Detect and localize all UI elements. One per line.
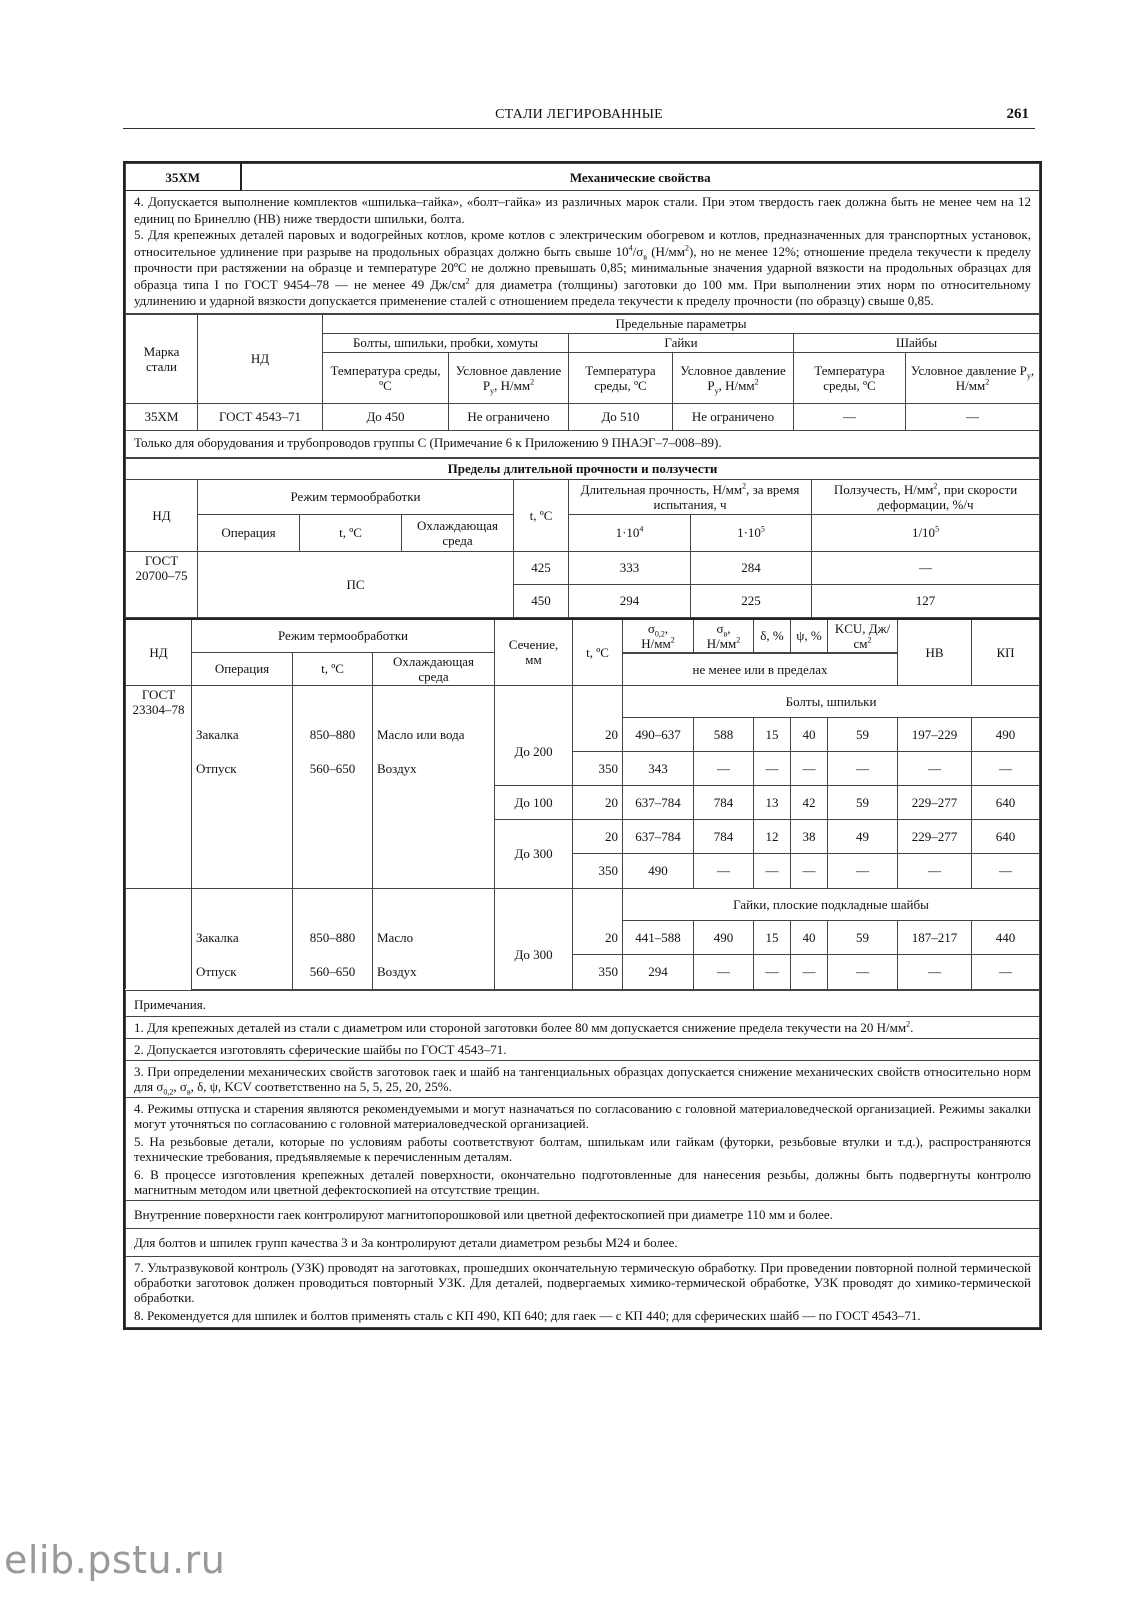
note-6: 6. В процессе изготовления крепежных деталей поверхности, окончательно подготовленные для нанесения резьбы, должны быть подвергнуты контролю магнитным методом или цветной дефектоскопией на отсутствие трещин. bbox=[126, 1167, 1040, 1201]
mech-cell: — bbox=[754, 854, 791, 889]
creep-cell: 450 bbox=[514, 584, 569, 617]
creep-cell: 425 bbox=[514, 551, 569, 584]
mech-cell: 640 bbox=[972, 820, 1040, 854]
mech-cell: 15 bbox=[754, 718, 791, 752]
creep-h-op: Операция bbox=[198, 514, 300, 551]
limits-note: Только для оборудования и трубопроводов группы С (Примечание 6 к Приложению 9 ПНАЭГ–7–008–89). bbox=[126, 430, 1040, 457]
limits-cell: До 450 bbox=[323, 403, 449, 430]
mech-h-delta: δ, % bbox=[754, 619, 791, 653]
op-cell: Закалка bbox=[192, 718, 293, 752]
para-4: 4. Допускается выполнение комплектов «шпилька–гайка», «болт–гайка» из различных марок стали. При этом твердость гаек должна быть не менее чем на 12 единиц по Бринеллю (НВ) ниже твердости шпильки, болта. bbox=[134, 194, 1031, 226]
creep-cell: 284 bbox=[691, 551, 812, 584]
grade-cell: 35ХМ bbox=[126, 164, 241, 191]
note-5: 5. На резьбовые детали, которые по условиям работы соответствуют болтам, шпилькам или гайкам (футорки, резьбовые втулки и т.д.), распространяются технические требования, предъявляемые к перечисленным деталям. bbox=[126, 1134, 1040, 1167]
group-bolts: Болты, шпильки bbox=[623, 685, 1040, 718]
mech-cell: 59 bbox=[828, 718, 898, 752]
mech-cell: 350 bbox=[573, 752, 623, 786]
mech-h-kp: КП bbox=[972, 619, 1040, 686]
creep-ps: ПС bbox=[198, 551, 514, 617]
h-nd: НД bbox=[198, 314, 323, 403]
creep-table bbox=[125, 458, 1040, 618]
mech-cell: 490 bbox=[623, 854, 694, 889]
op-cell: 850–880 bbox=[293, 921, 373, 955]
mech-h-psi: ψ, % bbox=[791, 619, 828, 653]
mech-cell: 490 bbox=[694, 921, 754, 955]
mech-cell: 784 bbox=[694, 786, 754, 820]
h-params: Предельные параметры bbox=[323, 314, 1040, 333]
mech-cell: — bbox=[898, 752, 972, 786]
creep-h-tc: t, ºС bbox=[514, 479, 569, 551]
mech-cell: 490–637 bbox=[623, 718, 694, 752]
h-press: Условное давление $Р_у$, $Н/мм^2$ bbox=[673, 352, 794, 403]
top-table bbox=[125, 163, 1040, 314]
mech-cell: — bbox=[898, 955, 972, 990]
op-cell: 560–650 bbox=[293, 955, 373, 990]
mech-cell: — bbox=[791, 752, 828, 786]
creep-cell: — bbox=[812, 551, 1040, 584]
mech-h-op: Операция bbox=[192, 652, 293, 685]
mech-cell: 637–784 bbox=[623, 786, 694, 820]
op-cell: Закалка bbox=[192, 921, 293, 955]
mech-cell: 59 bbox=[828, 786, 898, 820]
mech-h-cool: Охлаждающая среда bbox=[373, 652, 495, 685]
mech-cell: 20 bbox=[573, 786, 623, 820]
top-paragraphs bbox=[126, 191, 1040, 314]
h-press: Условное давление $Р_у$, $Н/мм^2$ bbox=[449, 352, 569, 403]
section-title: Механические свойства bbox=[241, 164, 1040, 191]
h-temp: Температура среды, ºС bbox=[323, 352, 449, 403]
note-8: 8. Рекомендуется для шпилек и болтов применять сталь с КП 490, КП 640; для гаек — с КП 440; для сферических шайб — по ГОСТ 4543–71. bbox=[126, 1308, 1040, 1328]
creep-cell: 333 bbox=[569, 551, 691, 584]
op-cell: Отпуск bbox=[192, 752, 293, 786]
h-bolts: Болты, шпильки, пробки, хомуты bbox=[323, 333, 569, 352]
mech-h-mode: Режим термообработки bbox=[192, 619, 495, 653]
mech-h-nd: НД bbox=[126, 619, 192, 686]
creep-cell: 127 bbox=[812, 584, 1040, 617]
op-cell: Воздух bbox=[373, 752, 495, 786]
op-cell: Масло bbox=[373, 921, 495, 955]
mech-cell: 12 bbox=[754, 820, 791, 854]
h-washers: Шайбы bbox=[794, 333, 1040, 352]
mech-h-sv: $\sigma_в$, $Н/мм^2$ bbox=[694, 619, 754, 653]
mech-h-tc: t, ºС bbox=[573, 619, 623, 686]
mech-cell: 42 bbox=[791, 786, 828, 820]
mech-cell: 20 bbox=[573, 718, 623, 752]
note-6b: Внутренние поверхности гаек контролируют магнитопорошковой или цветной дефектоскопией при диаметре 110 мм и более. bbox=[126, 1200, 1040, 1228]
mech-cell: 15 bbox=[754, 921, 791, 955]
limits-cell: Не ограничено bbox=[673, 403, 794, 430]
mech-cell: — bbox=[694, 752, 754, 786]
mech-cell: 440 bbox=[972, 921, 1040, 955]
creep-cell: 294 bbox=[569, 584, 691, 617]
mech-cell: — bbox=[791, 955, 828, 990]
op-cell: Отпуск bbox=[192, 955, 293, 990]
sec-cell: До 100 bbox=[495, 786, 573, 820]
mech-cell: 187–217 bbox=[898, 921, 972, 955]
mech-cell: 490 bbox=[972, 718, 1040, 752]
mech-cell: 59 bbox=[828, 921, 898, 955]
mech-cell: 49 bbox=[828, 820, 898, 854]
mech-cell: — bbox=[828, 955, 898, 990]
creep-nd: ГОСТ 20700–75 bbox=[126, 551, 198, 617]
mech-cell: 294 bbox=[623, 955, 694, 990]
op-cell: 560–650 bbox=[293, 752, 373, 786]
notes-table bbox=[125, 990, 1040, 1328]
mech-cell: 637–784 bbox=[623, 820, 694, 854]
sec-cell: До 300 bbox=[495, 820, 573, 889]
h-grade: Марка стали bbox=[126, 314, 198, 403]
creep-h-t: t, ºС bbox=[300, 514, 402, 551]
mech-cell: 20 bbox=[573, 820, 623, 854]
mech-cell: 229–277 bbox=[898, 786, 972, 820]
mech-cell: — bbox=[828, 752, 898, 786]
note-3: 3. При определении механических свойств заготовок гаек и шайб на тангенциальных образцах допускается снижение механических свойств относительно норм для $\sigma_{0,2}$, $\sigma_в$, δ, ψ, KCV соответственно на 5, 5, 25, 20, 25%. bbox=[126, 1060, 1040, 1097]
header-title: СТАЛИ ЛЕГИРОВАННЫЕ bbox=[495, 107, 663, 122]
limits-cell: — bbox=[906, 403, 1040, 430]
mech-table bbox=[125, 618, 1040, 990]
note-2: 2. Допускается изготовлять сферические шайбы по ГОСТ 4543–71. bbox=[126, 1038, 1040, 1060]
mech-h-t: t, ºС bbox=[293, 652, 373, 685]
mech-cell: — bbox=[754, 752, 791, 786]
limits-cell: ГОСТ 4543–71 bbox=[198, 403, 323, 430]
mech-cell: — bbox=[972, 854, 1040, 889]
mech-cell: 343 bbox=[623, 752, 694, 786]
notes-title: Примечания. bbox=[126, 990, 1040, 1016]
creep-h-nd: НД bbox=[126, 479, 198, 551]
mech-cell: 197–229 bbox=[898, 718, 972, 752]
creep-cell: 225 bbox=[691, 584, 812, 617]
mech-h-s02: $\sigma_{0,2}$, $Н/мм^2$ bbox=[623, 619, 694, 653]
mech-cell: 40 bbox=[791, 921, 828, 955]
mech-cell: 350 bbox=[573, 854, 623, 889]
limits-table bbox=[125, 314, 1040, 458]
creep-h-cool: Охлаждающая среда bbox=[402, 514, 514, 551]
creep-h-strength: Длительная прочность, $Н/мм^2$, за время испытания, ч bbox=[569, 479, 812, 514]
mech-cell: — bbox=[754, 955, 791, 990]
limits-cell: Не ограничено bbox=[449, 403, 569, 430]
mech-nd: ГОСТ 23304–78 bbox=[126, 685, 192, 888]
creep-h-mode: Режим термообработки bbox=[198, 479, 514, 514]
note-6c: Для болтов и шпилек групп качества 3 и 3а контролируют детали диаметром резьбы М24 и более. bbox=[126, 1228, 1040, 1256]
mech-cell: 441–588 bbox=[623, 921, 694, 955]
mech-cell: 40 bbox=[791, 718, 828, 752]
limits-cell: До 510 bbox=[569, 403, 673, 430]
mech-cell: — bbox=[828, 854, 898, 889]
limits-cell: 35ХМ bbox=[126, 403, 198, 430]
running-header bbox=[123, 106, 1035, 129]
mech-cell: 38 bbox=[791, 820, 828, 854]
mech-h-hb: НВ bbox=[898, 619, 972, 686]
limits-cell: — bbox=[794, 403, 906, 430]
note-7: 7. Ультразвуковой контроль (УЗК) проводят на заготовках, прошедших окончательную термическую обработку. При проведении повторной полной термической обработки заготовок должен проводиться повторный УЗК. Для деталей, подвергаемых химико-термической обработке, УЗК проводят до химико-термической обработки. bbox=[126, 1256, 1040, 1308]
group-nuts: Гайки, плоские подкладные шайбы bbox=[623, 888, 1040, 921]
page-number: 261 bbox=[1006, 106, 1029, 122]
op-cell: Воздух bbox=[373, 955, 495, 990]
op-cell: Масло или вода bbox=[373, 718, 495, 752]
creep-h-rate: $1/10^5$ bbox=[812, 514, 1040, 551]
creep-h-1e4: $1\cdot 10^4$ bbox=[569, 514, 691, 551]
main-frame bbox=[123, 161, 1042, 1330]
creep-h-1e5: $1\cdot 10^5$ bbox=[691, 514, 812, 551]
mech-h-min: не менее или в пределах bbox=[623, 654, 898, 685]
mech-cell: 784 bbox=[694, 820, 754, 854]
h-temp: Температура среды, ºС bbox=[569, 352, 673, 403]
op-cell: 850–880 bbox=[293, 718, 373, 752]
note-1: 1. Для крепежных деталей из стали с диаметром или стороной заготовки более 80 мм допускается снижение предела текучести на 20 $Н/мм^2$. bbox=[126, 1016, 1040, 1038]
mech-cell: — bbox=[694, 955, 754, 990]
mech-cell: — bbox=[972, 955, 1040, 990]
watermark: elib.pstu.ru bbox=[4, 1538, 226, 1582]
mech-cell: — bbox=[898, 854, 972, 889]
mech-cell: — bbox=[694, 854, 754, 889]
mech-cell: 640 bbox=[972, 786, 1040, 820]
mech-h-sec: Сечение, мм bbox=[495, 619, 573, 686]
mech-cell: 229–277 bbox=[898, 820, 972, 854]
sec-cell: До 300 bbox=[495, 921, 573, 990]
creep-h-creep: Ползучесть, $Н/мм^2$, при скорости деформации, %/ч bbox=[812, 479, 1040, 514]
h-nuts: Гайки bbox=[569, 333, 794, 352]
h-temp: Температура среды, ºС bbox=[794, 352, 906, 403]
para-5: 5. Для крепежных деталей паровых и водогрейных котлов, кроме котлов с электрическим обогревом и котлов, предназначенных для транспортных установок, относительное удлинение при разрыве на продольных образцах должно быть свыше $10^4/\sigma_в$ $(Н/мм^2)$, но не менее 12%; отношение предела текучести к пределу прочности при растяжении на образце и температуре 20ºС не должно превышать 0,85; минимальные значения ударной вязкости на продольных образцах для образца типа I по ГОСТ 9454–78 — не менее 49 $Дж/см^2$ для диаметра (толщины) заготовки до 100 мм. При выполнении этих норм по относительному удлинению и ударной вязкости допускается применение сталей с отношением предела текучести к пределу прочности (по образцу) свыше 0,85. bbox=[134, 227, 1031, 308]
mech-h-kcu: KCU, $Дж/см^2$ bbox=[828, 619, 898, 653]
mech-cell: 588 bbox=[694, 718, 754, 752]
h-press: Условное давление $Р_у$, $Н/мм^2$ bbox=[906, 352, 1040, 403]
mech-cell: 350 bbox=[573, 955, 623, 990]
mech-cell: 20 bbox=[573, 921, 623, 955]
mech-cell: 13 bbox=[754, 786, 791, 820]
mech-cell: — bbox=[972, 752, 1040, 786]
mech-cell: — bbox=[791, 854, 828, 889]
creep-title: Пределы длительной прочности и ползучести bbox=[126, 458, 1040, 479]
sec-cell: До 200 bbox=[495, 718, 573, 786]
note-4: 4. Режимы отпуска и старения являются рекомендуемыми и могут назначаться по согласованию с головной материаловедческой организацией. Режимы закалки могут уточняться по согласованию с головной материаловедческой организацией. bbox=[126, 1097, 1040, 1134]
